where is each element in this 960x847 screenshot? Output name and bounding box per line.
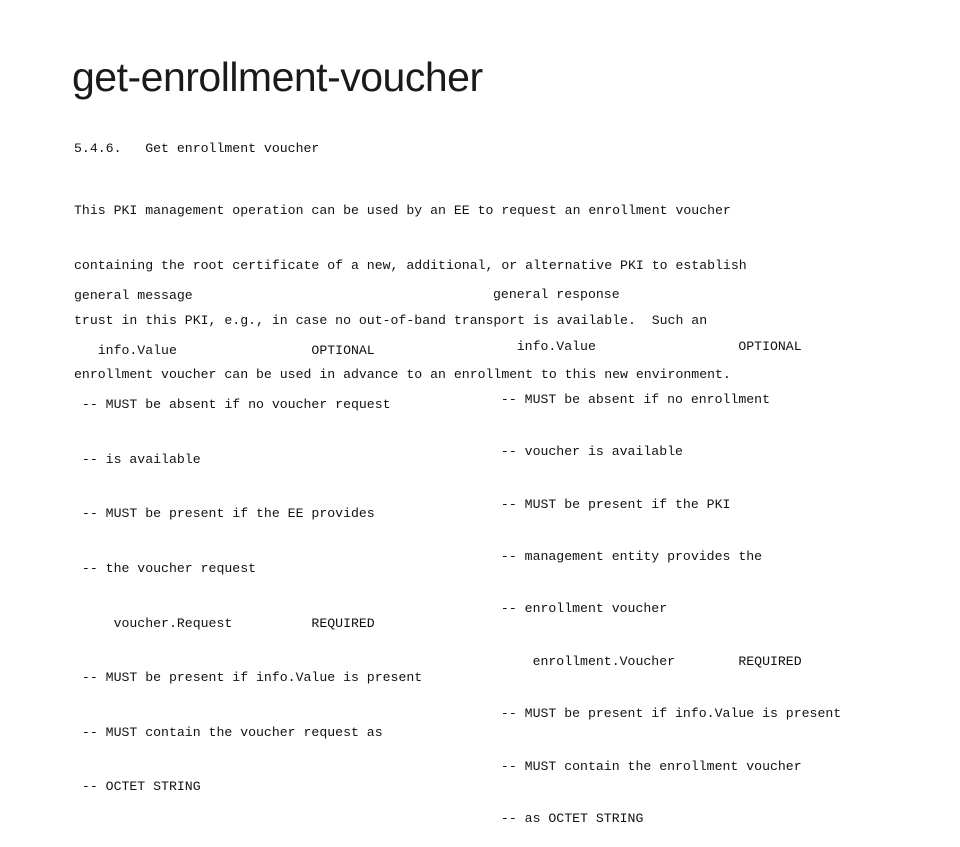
general-message-heading: general message xyxy=(74,288,193,303)
slide-title: get-enrollment-voucher xyxy=(72,54,483,100)
paragraph-line: This PKI management operation can be used by an EE to request an enrollment voucher xyxy=(74,203,731,219)
general-response-heading: general response xyxy=(493,287,620,302)
code-comment-line: -- MUST be present if info.Value is present xyxy=(74,670,423,686)
code-comment-line: -- as OCTET STRING xyxy=(493,810,644,826)
code-comment-line: -- enrollment voucher xyxy=(493,601,668,617)
paragraph-line: trust in this PKI, e.g., in case no out-of-band transport is available. Such an xyxy=(74,312,708,328)
code-comment-line: -- is available xyxy=(74,451,201,467)
section-heading: 5.4.6. Get enrollment voucher xyxy=(74,141,320,156)
code-comment-line: -- MUST contain the enrollment voucher xyxy=(493,758,802,774)
code-comment-line: -- MUST be present if info.Value is present xyxy=(493,706,842,722)
code-comment-line: -- MUST be absent if no voucher request xyxy=(74,397,391,413)
code-comment-line: -- OCTET STRING xyxy=(74,779,201,795)
paragraph-line: enrollment voucher can be used in advance to an enrollment to this new environment. xyxy=(74,367,731,383)
general-response-block xyxy=(493,256,841,847)
code-line: enrollment.Voucher REQUIRED xyxy=(493,653,802,669)
code-line: info.Value OPTIONAL xyxy=(493,339,802,355)
code-line: info.Value OPTIONAL xyxy=(74,342,375,358)
general-message-block xyxy=(74,257,422,818)
code-comment-line: -- MUST contain the voucher request as xyxy=(74,724,383,740)
code-comment-line: -- the voucher request xyxy=(74,560,257,576)
code-comment-line: -- voucher is available xyxy=(493,444,683,460)
code-line: voucher.Request REQUIRED xyxy=(74,615,375,631)
code-comment-line: -- MUST be present if the PKI xyxy=(493,496,731,512)
code-comment-line: -- MUST be present if the EE provides xyxy=(74,506,375,522)
paragraph-line: containing the root certificate of a new, additional, or alternative PKI to establish xyxy=(74,258,747,274)
code-comment-line: -- MUST be absent if no enrollment xyxy=(493,391,770,407)
code-comment-line: -- management entity provides the xyxy=(493,548,763,564)
